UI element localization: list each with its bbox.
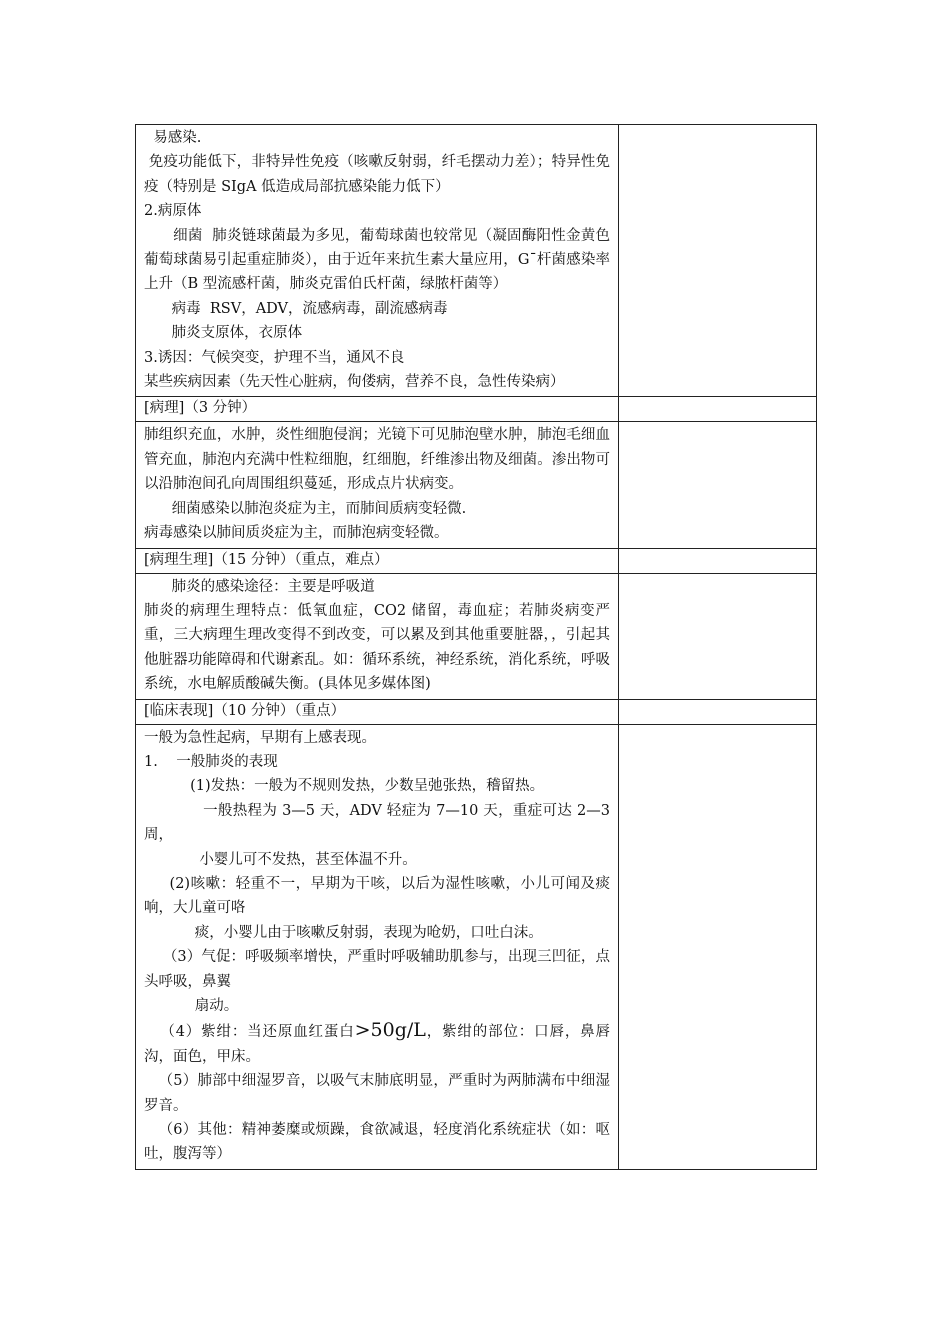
cyanosis-value: >50g/L xyxy=(354,1019,426,1042)
text-line: 痰，小婴儿由于咳嗽反射弱，表现为呛奶，口吐白沫。 xyxy=(144,924,543,941)
notes-cell xyxy=(619,397,817,422)
table-row xyxy=(136,548,817,573)
notes-cell xyxy=(619,422,817,548)
text-line: 免疫功能低下，非特异性免疫（咳嗽反射弱，纤毛摆动力差）；特异性免疫（特别是 SIgA 低造成局部抗感染能力低下） xyxy=(144,154,611,195)
content-cell xyxy=(136,724,619,1169)
content-cell xyxy=(136,422,619,548)
text-line: 一般为急性起病，早期有上感表现。 xyxy=(144,729,376,746)
section-header-pathology: [病理]（3 分钟） xyxy=(144,400,257,417)
table-row xyxy=(136,724,817,1169)
section-header-clinical: [临床表现]（10 分钟）（重点） xyxy=(144,702,346,719)
text-line: 3.诱因：气候突变，护理不当，通风不良 xyxy=(144,349,405,366)
table-row xyxy=(136,573,817,699)
text-line: 肺炎支原体，衣原体 xyxy=(144,325,303,342)
lesson-plan-table xyxy=(135,124,817,1170)
section-header-cell xyxy=(136,397,619,422)
notes-cell xyxy=(619,125,817,397)
text-line: 细菌感染以肺泡炎症为主，而肺间质病变轻微. xyxy=(144,500,467,517)
table-row xyxy=(136,397,817,422)
text-line: 某些疾病因素（先天性心脏病，佝偻病，营养不良，急性传染病） xyxy=(144,374,565,391)
section-header-cell xyxy=(136,548,619,573)
text-line: 2.病原体 xyxy=(144,203,202,220)
cyanosis-suffix: ，紫绀的部位：口唇，鼻唇沟，面色，甲床。 xyxy=(144,1024,611,1065)
text-line: 一般热程为 3—5 天，ADV 轻症为 7—10 天，重症可达 2—3 周， xyxy=(144,802,615,844)
text-line: 扇动。 xyxy=(144,998,239,1014)
table-row xyxy=(136,422,817,548)
content-cell xyxy=(136,125,619,397)
text-line: 易感染. xyxy=(144,130,202,146)
text-line: 肺组织充血，水肿，炎性细胞侵润；光镜下可见肺泡壁水肿，肺泡毛细血管充血，肺泡内充满中性粒细胞，红细胞，纤维渗出物及细菌。渗出物可以沿肺泡间孔向周围组织蔓延，形成点片状病变。 xyxy=(144,427,610,493)
text-line: 肺炎的病理生理特点：低氧血症，CO2 储留，毒血症；若肺炎病变严重，三大病理生理改变得不到改变，可以累及到其他重要脏器，，引起其他脏器功能障碍和代谢紊乱。如：循环系统，神经系统，消化系统，呼吸系统，水电解质酸碱失衡。(具体见多媒体图) xyxy=(144,602,610,693)
text-line: （6）其他：精神萎糜或烦躁，食欲减退，轻度消化系统症状（如：呕吐，腹泻等） xyxy=(144,1122,611,1163)
notes-cell xyxy=(619,699,817,724)
text-line: 细菌 肺炎链球菌最为多见，葡萄球菌也较常见（凝固酶阳性金黄色葡萄球菌易引起重症肺炎），由于近年来抗生素大量应用，G¯杆菌感染率上升（B 型流感杆菌，肺炎克雷伯氏杆菌，绿脓杆菌等） xyxy=(144,227,610,293)
notes-cell xyxy=(619,724,817,1169)
text-line: 病毒感染以肺间质炎症为主，而肺泡病变轻微。 xyxy=(144,525,449,542)
table-row xyxy=(136,699,817,724)
notes-cell xyxy=(619,548,817,573)
text-line: （3）气促：呼吸频率增快，严重时呼吸辅助肌参与，出现三凹征，点头呼吸，鼻翼 xyxy=(144,949,610,990)
cyanosis-prefix: （4）紫绀：当还原血红蛋白 xyxy=(144,1024,355,1041)
cyanosis-line xyxy=(144,1018,610,1069)
text-line: （5）肺部中细湿罗音，以吸气末肺底明显，严重时为两肺满布中细湿罗音。 xyxy=(144,1073,611,1114)
text-line: (1)发热：一般为不规则发热，少数呈弛张热，稽留热。 xyxy=(144,778,545,795)
table-row xyxy=(136,125,817,397)
section-header-cell xyxy=(136,699,619,724)
section-header-pathophysiology: [病理生理]（15 分钟）（重点，难点） xyxy=(144,551,389,568)
text-line: 肺炎的感染途径：主要是呼吸道 xyxy=(144,578,375,595)
text-line: (2)咳嗽：轻重不一，早期为干咳，以后为湿性咳嗽，小儿可闻及痰响，大儿童可咯 xyxy=(144,875,611,917)
text-line: 病毒 RSV，ADV，流感病毒，副流感病毒 xyxy=(144,300,448,317)
content-cell xyxy=(136,573,619,699)
text-line: 1. 一般肺炎的表现 xyxy=(144,753,278,770)
notes-cell xyxy=(619,573,817,699)
text-line: 小婴儿可不发热，甚至体温不升。 xyxy=(144,851,417,868)
